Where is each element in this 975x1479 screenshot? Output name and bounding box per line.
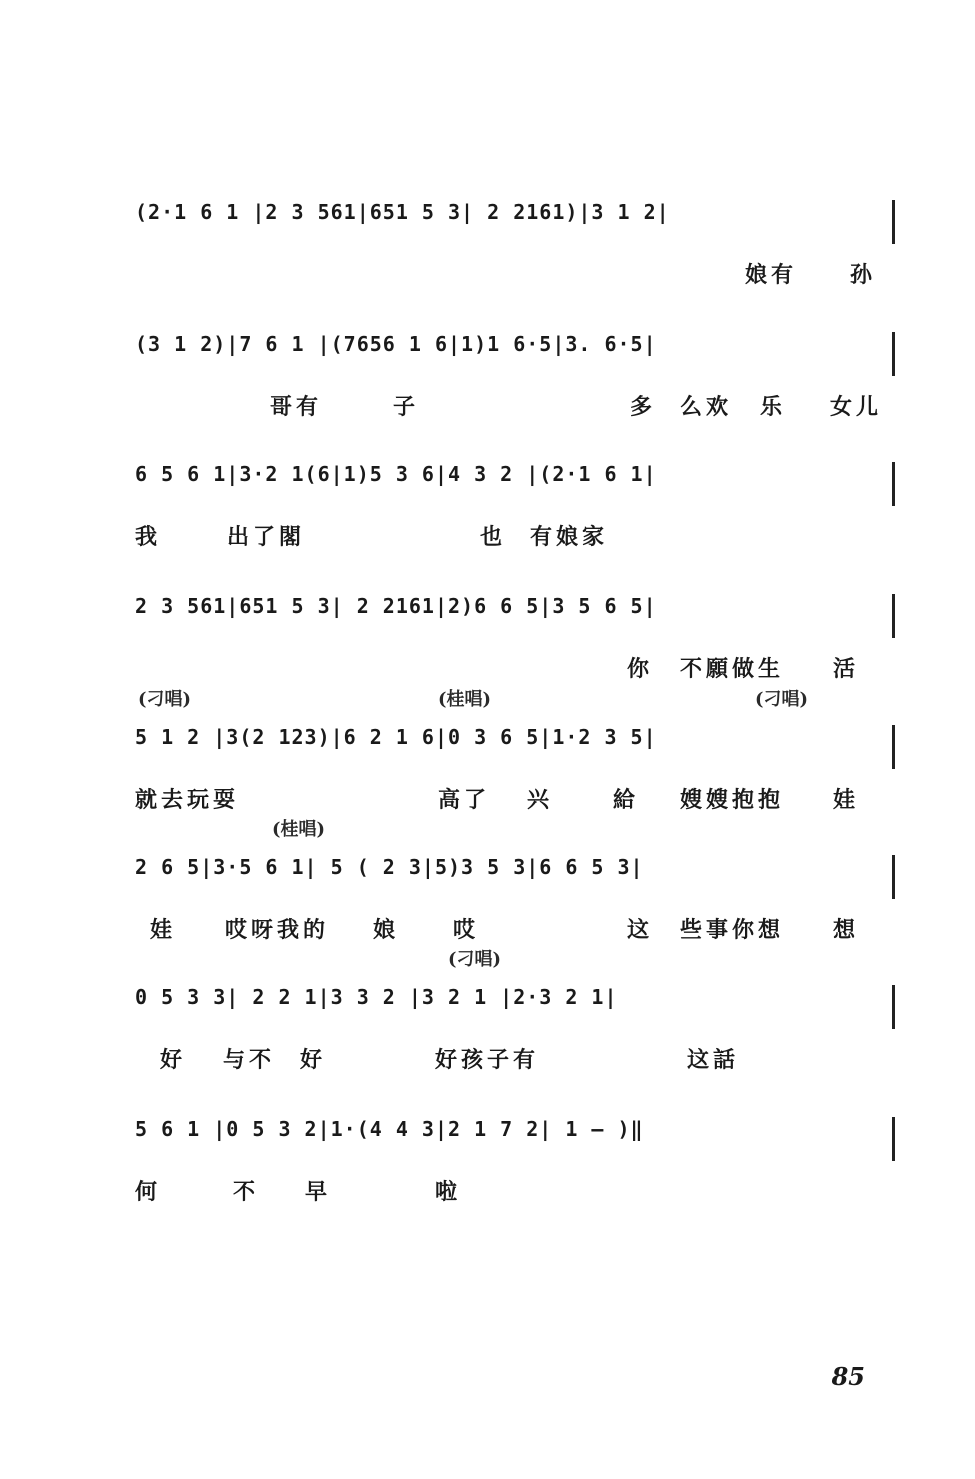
lyrics-line <box>135 783 895 817</box>
notation-line <box>135 462 895 502</box>
lyric-text: 娃 <box>833 787 860 813</box>
barline <box>892 725 895 769</box>
lyric-text: 哥有 <box>270 394 323 420</box>
notation-line <box>135 594 895 634</box>
notation-text: (3 1 2)|7 6 1 |(7656 1 6|1)1 6·5|3. 6·5| <box>135 332 657 356</box>
barline <box>892 462 895 506</box>
role-label: (刁唱) <box>755 689 809 710</box>
lyric-text: 何 <box>135 1179 162 1205</box>
lyric-text: 好 <box>300 1047 327 1073</box>
barline <box>892 594 895 638</box>
lyric-text: 兴 <box>527 787 554 813</box>
notation-line <box>135 985 895 1025</box>
notation-text: 2 3 561|651 5 3| 2 2161|2)6 6 5|3 5 6 5| <box>135 594 657 618</box>
lyric-text: 娘有 <box>745 262 798 288</box>
lyric-text: 早 <box>305 1179 332 1205</box>
lyric-text: 也 <box>480 524 507 550</box>
lyric-text: 你 <box>627 656 654 682</box>
lyric-text: 好 <box>160 1047 187 1073</box>
role-label: (刁唱) <box>448 949 502 970</box>
notation-text: 2 6 5|3·5 6 1| 5 ( 2 3|5)3 5 3|6 6 5 3| <box>135 855 644 879</box>
lyric-text: 不 <box>233 1179 260 1205</box>
barline <box>892 1117 895 1161</box>
lyric-text: 就去玩耍 <box>135 787 240 813</box>
lyric-text: 活 <box>833 656 860 682</box>
notation-text: 5 6 1 |0 5 3 2|1·(4 4 3|2 1 7 2| 1 — )‖ <box>135 1117 644 1141</box>
notation-line <box>135 332 895 372</box>
lyric-text: 娃 <box>150 917 177 943</box>
lyrics-line <box>135 1175 895 1209</box>
lyrics-line <box>135 520 895 554</box>
lyric-text: 啦 <box>435 1179 462 1205</box>
role-label: (刁唱) <box>138 689 192 710</box>
lyric-text: 給 <box>613 787 640 813</box>
lyric-text: 哎呀我的 <box>225 917 330 943</box>
lyrics-line <box>135 258 895 292</box>
lyric-text: 孙 <box>850 262 877 288</box>
lyric-text: 乐 <box>760 394 787 420</box>
notation-text: 0 5 3 3| 2 2 1|3 3 2 |3 2 1 |2·3 2 1| <box>135 985 618 1009</box>
lyric-text: 不願做生 <box>680 656 785 682</box>
lyric-text: 这 <box>627 917 654 943</box>
barline <box>892 855 895 899</box>
lyrics-line <box>135 1043 895 1077</box>
lyric-text: 好孩子有 <box>435 1047 540 1073</box>
lyric-text: 娘 <box>373 917 400 943</box>
notation-text: 6 5 6 1|3·2 1(6|1)5 3 6|4 3 2 |(2·1 6 1| <box>135 462 657 486</box>
lyric-text: 嫂嫂抱抱 <box>680 787 785 813</box>
notation-line <box>135 1117 895 1157</box>
lyric-text: 哎 <box>453 917 480 943</box>
lyric-text: 些事你想 <box>680 917 785 943</box>
notation-text: (2·1 6 1 |2 3 561|651 5 3| 2 2161)|3 1 2| <box>135 200 670 224</box>
notation-text: 5 1 2 |3(2 123)|6 2 1 6|0 3 6 5|1·2 3 5| <box>135 725 657 749</box>
lyric-text: 这話 <box>687 1047 740 1073</box>
lyric-text: 子 <box>393 394 420 420</box>
lyric-text: 多 <box>630 394 657 420</box>
lyric-text: 女儿 <box>830 394 883 420</box>
lyric-text: 与不 <box>223 1047 276 1073</box>
lyrics-line <box>135 390 895 424</box>
page-number: 85 <box>831 1362 865 1391</box>
notation-line <box>135 200 895 240</box>
barline <box>892 200 895 244</box>
notation-line <box>135 855 895 895</box>
lyrics-line <box>135 913 895 947</box>
lyric-text: 出了閣 <box>227 524 306 550</box>
notation-line <box>135 725 895 765</box>
role-label: (桂唱) <box>438 689 492 710</box>
barline <box>892 985 895 1029</box>
lyrics-line <box>135 652 895 686</box>
lyric-text: 我 <box>135 524 162 550</box>
lyric-text: 有娘家 <box>530 524 609 550</box>
lyric-text: 高了 <box>438 787 491 813</box>
role-label: (桂唱) <box>272 819 326 840</box>
barline <box>892 332 895 376</box>
lyric-text: 么欢 <box>680 394 733 420</box>
lyric-text: 想 <box>833 917 860 943</box>
